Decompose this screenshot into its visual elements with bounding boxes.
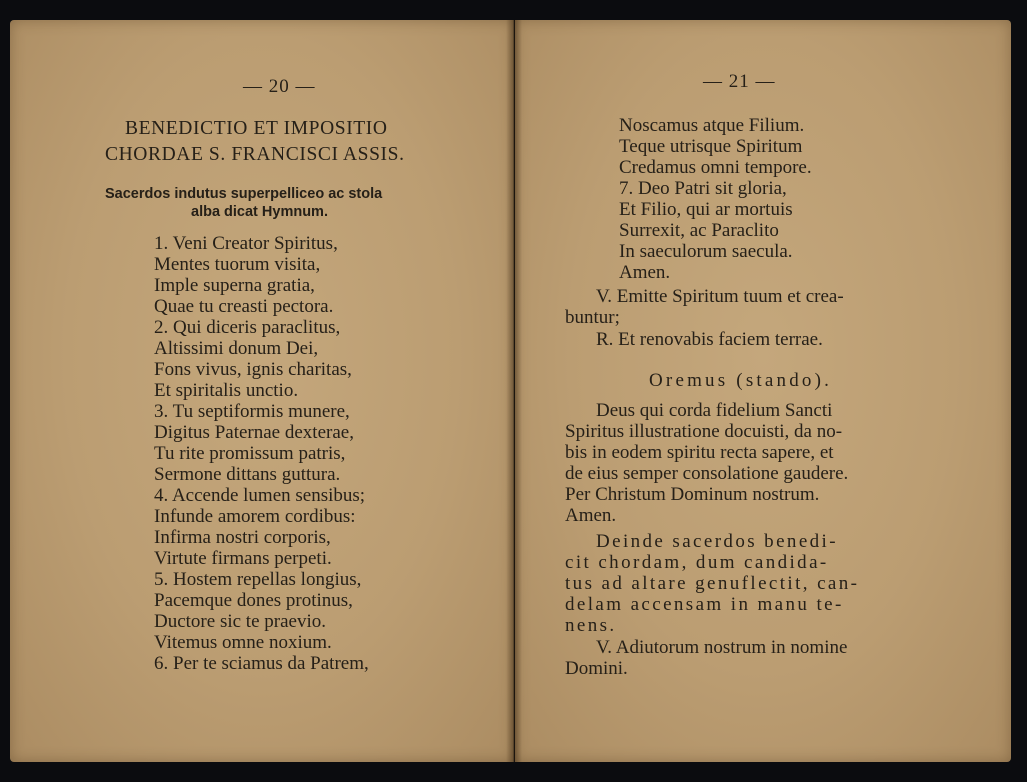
rubric2-line: delam accensam in manu te- bbox=[565, 594, 844, 615]
versicle-2-continuation: Domini. bbox=[565, 658, 628, 679]
versicle-2: V. Adiutorum nostrum in nomine bbox=[596, 637, 848, 658]
hymn-line: 2. Qui diceris paraclitus, bbox=[154, 317, 341, 338]
hymn-line: Vitemus omne noxium. bbox=[154, 632, 332, 653]
title-line-2: CHORDAE S. FRANCISCI ASSIS. bbox=[105, 144, 405, 165]
prayer-line: Spiritus illustratione docuisti, da no- bbox=[565, 421, 843, 442]
hymn-line: Et spiritalis unctio. bbox=[154, 380, 299, 401]
hymn-line: 4. Accende lumen sensibus; bbox=[154, 485, 366, 506]
hymn-line: Credamus omni tempore. bbox=[619, 157, 812, 178]
hymn-line: Infirma nostri corporis, bbox=[154, 527, 331, 548]
prayer-line: bis in eodem spiritu recta sapere, et bbox=[565, 442, 834, 463]
versicle-continuation: buntur; bbox=[565, 307, 620, 328]
left-page bbox=[10, 20, 514, 762]
rubric2-line: cit chordam, dum candida- bbox=[565, 552, 829, 573]
hymn-line: In saeculorum saecula. bbox=[619, 241, 793, 262]
hymn-line: 1. Veni Creator Spiritus, bbox=[154, 233, 338, 254]
versicle: V. Emitte Spiritum tuum et crea- bbox=[596, 286, 844, 307]
rubric-line-1: Sacerdos indutus superpelliceo ac stola bbox=[105, 186, 383, 202]
title-line-1: BENEDICTIO ET IMPOSITIO bbox=[125, 118, 388, 139]
page-number-left: — 20 — bbox=[243, 76, 316, 97]
prayer-line: de eius semper consolatione gaudere. bbox=[565, 463, 849, 484]
hymn-line: 7. Deo Patri sit gloria, bbox=[619, 178, 787, 199]
prayer-line: Deus qui corda fidelium Sancti bbox=[596, 400, 833, 421]
prayer-line: Amen. bbox=[565, 505, 617, 526]
right-page bbox=[515, 20, 1011, 762]
hymn-line: Fons vivus, ignis charitas, bbox=[154, 359, 352, 380]
hymn-line: Altissimi donum Dei, bbox=[154, 338, 319, 359]
hymn-line: 5. Hostem repellas longius, bbox=[154, 569, 362, 590]
prayer-line: Per Christum Dominum nostrum. bbox=[565, 484, 820, 505]
hymn-line: 6. Per te sciamus da Patrem, bbox=[154, 653, 369, 674]
response: R. Et renovabis faciem terrae. bbox=[596, 329, 823, 350]
rubric2-line: Deinde sacerdos benedi- bbox=[596, 531, 838, 552]
oremus-heading: Oremus (stando). bbox=[649, 370, 833, 391]
hymn-line: Digitus Paternae dexterae, bbox=[154, 422, 354, 443]
page-number-right: — 21 — bbox=[703, 71, 776, 92]
hymn-line: Ductore sic te praevio. bbox=[154, 611, 326, 632]
hymn-line: Teque utrisque Spiritum bbox=[619, 136, 803, 157]
hymn-line: Infunde amorem cordibus: bbox=[154, 506, 356, 527]
rubric2-line: tus ad altare genuflectit, can- bbox=[565, 573, 860, 594]
hymn-line: Tu rite promissum patris, bbox=[154, 443, 346, 464]
book-gutter bbox=[506, 20, 522, 762]
hymn-line: Virtute firmans perpeti. bbox=[154, 548, 332, 569]
hymn-line: Surrexit, ac Paraclito bbox=[619, 220, 779, 241]
hymn-line: Imple superna gratia, bbox=[154, 275, 315, 296]
rubric2-line: nens. bbox=[565, 615, 617, 636]
hymn-line: Et Filio, qui ar mortuis bbox=[619, 199, 793, 220]
hymn-line: Sermone dittans guttura. bbox=[154, 464, 341, 485]
hymn-line: 3. Tu septiformis munere, bbox=[154, 401, 350, 422]
hymn-line: Pacemque dones protinus, bbox=[154, 590, 353, 611]
hymn-line: Mentes tuorum visita, bbox=[154, 254, 321, 275]
rubric-line-2: alba dicat Hymnum. bbox=[191, 204, 328, 220]
hymn-line: Amen. bbox=[619, 262, 671, 283]
hymn-line: Noscamus atque Filium. bbox=[619, 115, 805, 136]
hymn-line: Quae tu creasti pectora. bbox=[154, 296, 334, 317]
